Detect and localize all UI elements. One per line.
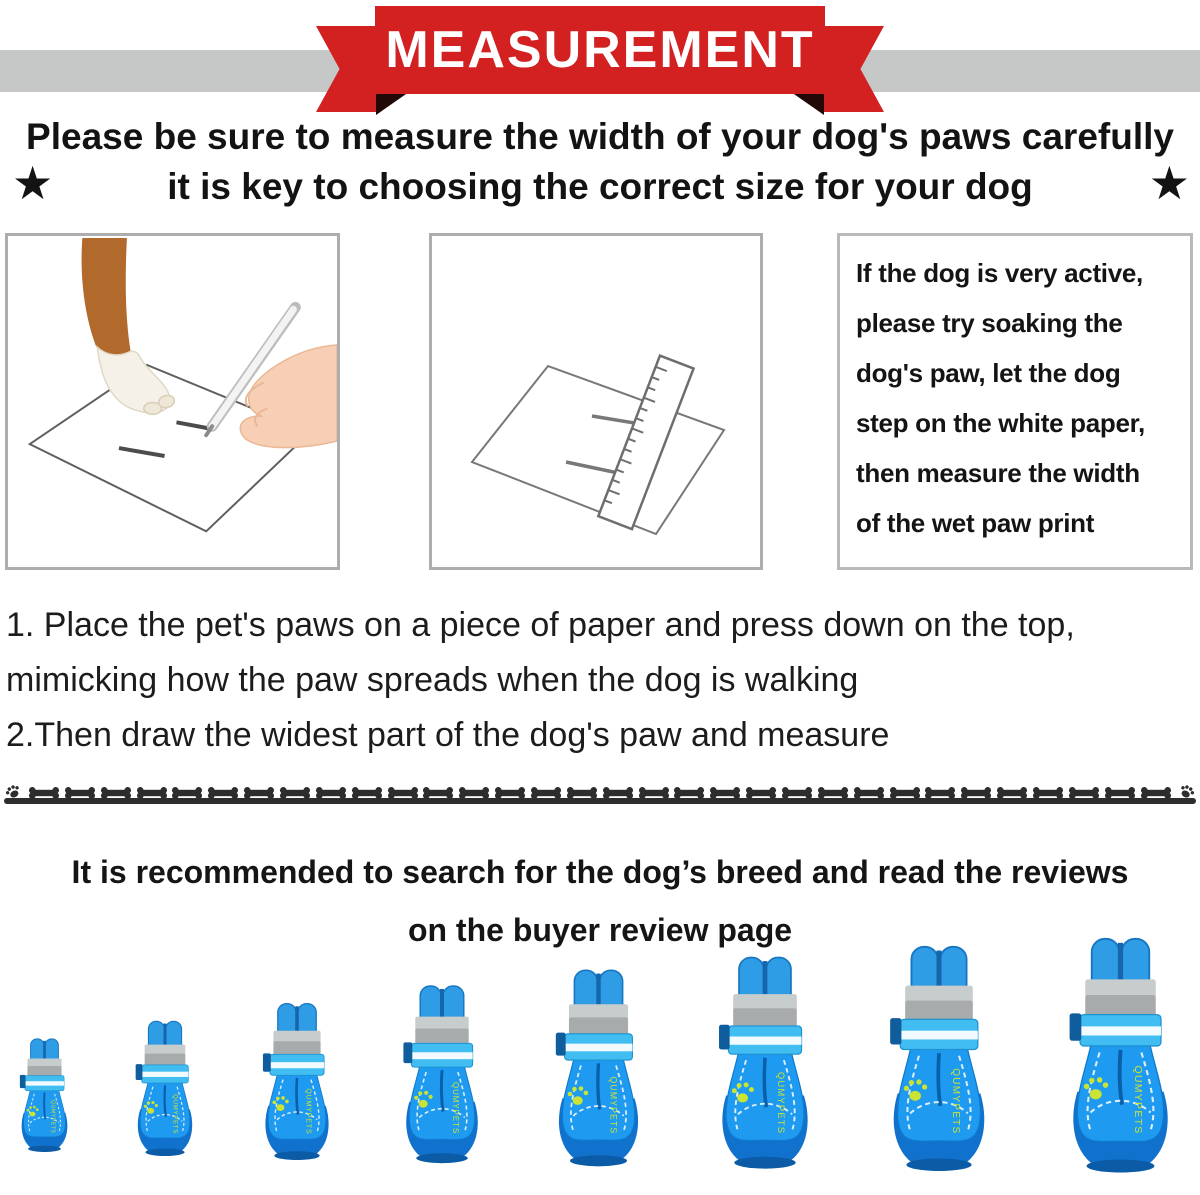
bone-icon — [28, 786, 60, 800]
bone-icon — [100, 786, 132, 800]
bone-icon — [387, 786, 419, 800]
step-line: mimicking how the paw spreads when the dog is walking — [6, 661, 859, 699]
panel-paw-on-paper — [5, 233, 340, 570]
dog-shoe — [1053, 935, 1188, 1183]
headline-line-1: Please be sure to measure the width of your dog's paws carefully — [26, 116, 1174, 157]
bone-icon — [279, 786, 311, 800]
bone-icon — [458, 786, 490, 800]
bone-icon — [207, 786, 239, 800]
bone-icon — [243, 786, 275, 800]
dog-shoe — [542, 967, 655, 1175]
bone-icon — [745, 786, 777, 800]
bone-icon — [315, 786, 347, 800]
step-line: 2.Then draw the widest part of the dog's paw and measure — [6, 716, 890, 754]
star-icon: ★ — [12, 157, 54, 209]
bone-icon — [136, 786, 168, 800]
star-icon: ★ — [1148, 157, 1190, 209]
bone-icon — [494, 786, 526, 800]
ruler-paper-illustration — [432, 236, 760, 567]
bone-icon — [817, 786, 849, 800]
dog-leg — [82, 238, 131, 357]
note-line: of the wet paw print — [856, 508, 1095, 538]
bone-icon — [889, 786, 921, 800]
recommendation-line-2: on the buyer review page — [407, 912, 793, 948]
dog-shoe — [252, 1001, 342, 1167]
paw-measure-illustration — [8, 236, 337, 567]
recommendation-line-1: It is recommended to search for the dog’s breed and read the reviews — [71, 854, 1129, 890]
note-line: then measure the width — [856, 458, 1140, 488]
bone-icon — [1032, 786, 1064, 800]
shoe-size-row — [12, 935, 1188, 1189]
bone-icon — [530, 786, 562, 800]
headline-line-2: it is key to choosing the correct size for your dog — [167, 166, 1033, 207]
dog-shoe — [391, 983, 493, 1171]
bone-icon — [709, 786, 741, 800]
paper-sheet — [472, 366, 724, 534]
step-line: 1. Place the pet's paws on a piece of paper and press down on the top, — [6, 606, 1075, 644]
bone-icon — [996, 786, 1028, 800]
bone-icon — [960, 786, 992, 800]
bone-icon — [351, 786, 383, 800]
bone-icon — [422, 786, 454, 800]
note-line: step on the white paper, — [856, 408, 1145, 438]
bone-divider — [4, 780, 1196, 804]
dog-shoe — [704, 954, 826, 1178]
note-line: please try soaking the — [856, 308, 1123, 338]
headline — [0, 112, 1200, 212]
bone-icon — [924, 786, 956, 800]
dog-shoe — [874, 943, 1004, 1181]
bone-icon — [1140, 786, 1172, 800]
bone-icon — [673, 786, 705, 800]
bone-icon — [171, 786, 203, 800]
bone-icon — [64, 786, 96, 800]
bone-strip — [28, 786, 1172, 800]
note-text — [840, 236, 1190, 548]
panel-ruler-on-paper — [429, 233, 763, 570]
bone-icon — [781, 786, 813, 800]
bone-icon — [602, 786, 634, 800]
paw-print-icon — [1, 780, 25, 803]
panel-active-dog-note — [837, 233, 1193, 570]
bone-icon — [1104, 786, 1136, 800]
note-line: If the dog is very active, — [856, 258, 1143, 288]
measuring-steps — [6, 598, 1198, 763]
dog-shoe — [12, 1037, 77, 1157]
note-line: dog's paw, let the dog — [856, 358, 1121, 388]
bone-icon — [1068, 786, 1100, 800]
dog-shoe — [126, 1019, 204, 1162]
bone-icon — [853, 786, 885, 800]
paw-print-icon — [1175, 780, 1199, 803]
ribbon-banner — [375, 6, 825, 94]
banner-title: MEASUREMENT — [385, 21, 815, 79]
bone-icon — [638, 786, 670, 800]
bone-icon — [566, 786, 598, 800]
bone-row — [4, 783, 1196, 800]
